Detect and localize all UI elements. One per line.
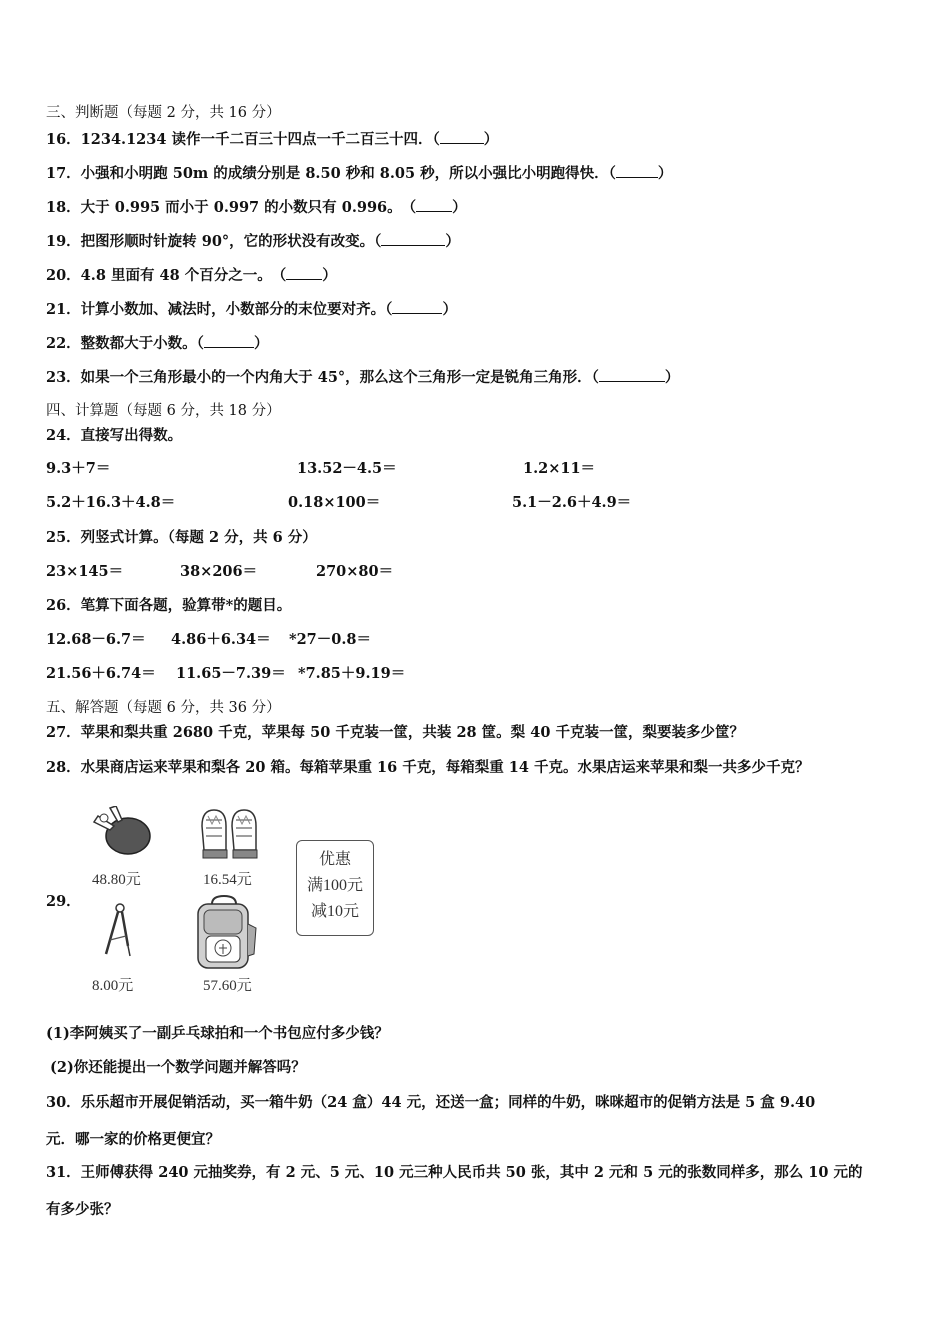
backpack-icon [190, 894, 260, 970]
q19-close: ） [445, 233, 460, 250]
q21-answer-blank[interactable] [392, 300, 442, 314]
q22-close: ） [253, 335, 269, 352]
q20-text: 20．4.8 里面有 48 个百分之一。 （ [46, 267, 287, 284]
section4-heading: 四、计算题（每题 6 分，共 18 分） [46, 403, 281, 419]
q25-c1: 23×145＝ [46, 563, 124, 580]
q24-r1-c2: 13.52－4.5＝ [297, 460, 397, 477]
q24-r2-c2: 0.18×100＝ [288, 494, 381, 511]
q23 [46, 368, 679, 387]
q26-r2-c2: 11.65－7.39＝ [176, 665, 286, 682]
q31-line2: 有多少张？ [46, 1201, 119, 1218]
compass-price: 8.00元 [92, 978, 134, 994]
q27: 27．苹果和梨共重 2680 千克，苹果每 50 千克装一筐，共装 28 筐。梨 40 千克装一筐，梨要装多少筐？ [46, 724, 744, 741]
backpack-price: 57.60元 [203, 978, 252, 994]
q29-number: 29． [46, 893, 81, 910]
q18-text: 18．大于 0.995 而小于 0.997 的小数只有 0.996。 （ [46, 199, 417, 216]
q23-close: ） [664, 369, 680, 386]
q19-answer-blank[interactable] [381, 232, 445, 246]
compass-icon [100, 902, 136, 962]
q24-r2-c3: 5.1－2.6＋4.9＝ [512, 494, 632, 511]
ping-pong-paddle-icon [90, 806, 158, 858]
q26-r2-c3: *7.85＋9.19＝ [298, 665, 406, 682]
q17-text: 17．小强和小明跑 50m 的成绩分别是 8.50 秒和 8.05 秒，所以小强比小明跑得快．（ [46, 165, 616, 182]
q20-close: ） [322, 267, 337, 284]
q28: 28．水果商店运来苹果和梨各 20 箱。每箱苹果重 16 千克，每箱梨重 14 千克。水果店运来苹果和梨一共多少千克？ [46, 759, 810, 776]
q25-c2: 38×206＝ [180, 563, 258, 580]
q18-close: ） [452, 199, 467, 216]
q16-answer-blank[interactable] [440, 130, 484, 144]
q18-answer-blank[interactable] [416, 198, 452, 212]
paddle-price: 48.80元 [92, 872, 141, 888]
q26-r2-c1: 21.56＋6.74＝ [46, 665, 156, 682]
q22-answer-blank[interactable] [204, 334, 254, 348]
q17 [46, 164, 672, 183]
q22-text: 22．整数都大于小数。（ [46, 335, 204, 352]
q24-prompt: 24．直接写出得数。 [46, 427, 183, 444]
q29-sub2: (2)你还能提出一个数学问题并解答吗？ [50, 1059, 306, 1076]
q21-close: ） [442, 301, 457, 318]
q30-line1: 30．乐乐超市开展促销活动，买一箱牛奶（24 盒）44 元，还送一盒；同样的牛奶，咪咪超市的促销方法是 5 盒 9.40 [46, 1094, 816, 1111]
promo-box [296, 840, 374, 936]
q25-prompt: 25．列竖式计算。（每题 2 分，共 6 分） [46, 529, 317, 546]
q24-r1-c1: 9.3＋7＝ [46, 460, 111, 477]
q30-line2: 元．哪一家的价格更便宜？ [46, 1131, 220, 1148]
q24-r2-c1: 5.2＋16.3＋4.8＝ [46, 494, 176, 511]
q24-r1-c3: 1.2×11＝ [523, 460, 596, 477]
promo-threshold: 满100元 [306, 877, 363, 894]
q21-text: 21．计算小数加、减法时，小数部分的末位要对齐。（ [46, 301, 393, 318]
q23-text: 23．如果一个三角形最小的一个内角大于 45°，那么这个三角形一定是锐角三角形．（ [46, 369, 599, 386]
q17-close: ） [657, 165, 673, 182]
q19-text: 19．把图形顺时针旋转 90°，它的形状没有改变。（ [46, 233, 382, 250]
q22 [46, 334, 268, 353]
q20 [46, 266, 337, 285]
promo-title: 优惠 [318, 851, 351, 868]
section5-heading: 五、解答题（每题 6 分，共 36 分） [46, 700, 281, 716]
section3-heading: 三、判断题（每题 2 分，共 16 分） [46, 105, 281, 121]
q29-sub1: (1)李阿姨买了一副乒乓球拍和一个书包应付多少钱？ [46, 1025, 389, 1042]
q18 [46, 198, 467, 217]
q26-r1-c3: *27－0.8＝ [289, 631, 371, 648]
q21 [46, 300, 457, 319]
gloves-price: 16.54元 [203, 872, 252, 888]
gloves-icon [196, 806, 264, 862]
q17-answer-blank[interactable] [616, 164, 658, 178]
q31-line1: 31．王师傅获得 240 元抽奖券，有 2 元、5 元、10 元三种人民币共 50 张，其中 2 元和 5 元的张数同样多，那么 10 元的 [46, 1164, 863, 1181]
q26-prompt: 26．笔算下面各题，验算带*的题目。 [46, 597, 292, 614]
q16-close: ） [483, 131, 499, 148]
q26-r1-c1: 12.68－6.7＝ [46, 631, 146, 648]
q16-text: 16．1234.1234 读作一千二百三十四点一千二百三十四．（ [46, 131, 440, 148]
q23-answer-blank[interactable] [599, 368, 665, 382]
q20-answer-blank[interactable] [286, 266, 322, 280]
promo-discount: 减10元 [310, 903, 359, 920]
q26-r1-c2: 4.86＋6.34＝ [171, 631, 271, 648]
q19 [46, 232, 460, 251]
q25-c3: 270×80＝ [316, 563, 394, 580]
q16 [46, 130, 498, 149]
